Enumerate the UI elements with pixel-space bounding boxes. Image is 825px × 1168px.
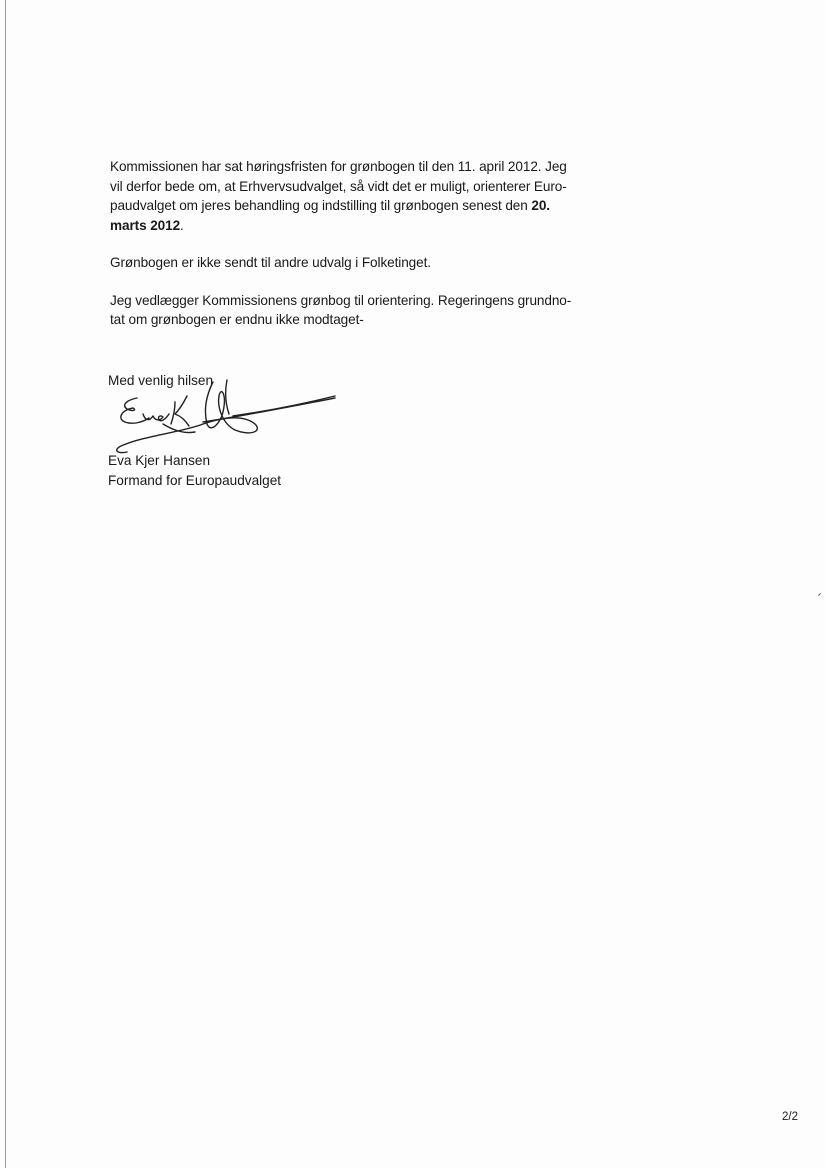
- deadline-day: 20.: [531, 198, 550, 213]
- paragraph-other-committees: [110, 253, 600, 273]
- paragraph-attachment: [110, 291, 600, 330]
- paragraph-line: Grønbogen er ikke sendt til andre udvalg i Folketinget.: [110, 255, 431, 270]
- paragraph-line: tat om grønbogen er endnu ikke modtaget-: [110, 312, 364, 327]
- scan-edge-line: [5, 0, 6, 1168]
- signer-name: Eva Kjer Hansen: [108, 453, 211, 468]
- scan-speck: [818, 593, 821, 596]
- paragraph-text: paudvalget om jeres behandling og indstilling til grønbogen senest den: [110, 198, 532, 213]
- deadline-month-year: marts 2012: [110, 217, 181, 233]
- letter-body: [110, 157, 600, 348]
- paragraph-line: Kommissionen har sat høringsfristen for grønbogen til den 11. april 2012. Jeg: [110, 159, 567, 174]
- paragraph-line: [110, 196, 600, 216]
- paragraph-line: Jeg vedlægger Kommissionens grønbog til orientering. Regeringens grundno-: [110, 292, 572, 308]
- signer-title: Formand for Europaudvalget: [108, 472, 282, 488]
- closing-salutation: Med venlig hilsen: [108, 373, 214, 388]
- paragraph-period: .: [180, 217, 184, 233]
- page-number: 2/2: [782, 1111, 798, 1123]
- signer-block: [108, 451, 281, 490]
- paragraph-line: vil derfor bede om, at Erhvervsudvalget, så vidt det er muligt, orienterer Euro-: [110, 178, 567, 194]
- paragraph-line: [110, 216, 600, 236]
- paragraph-deadline: [110, 157, 600, 235]
